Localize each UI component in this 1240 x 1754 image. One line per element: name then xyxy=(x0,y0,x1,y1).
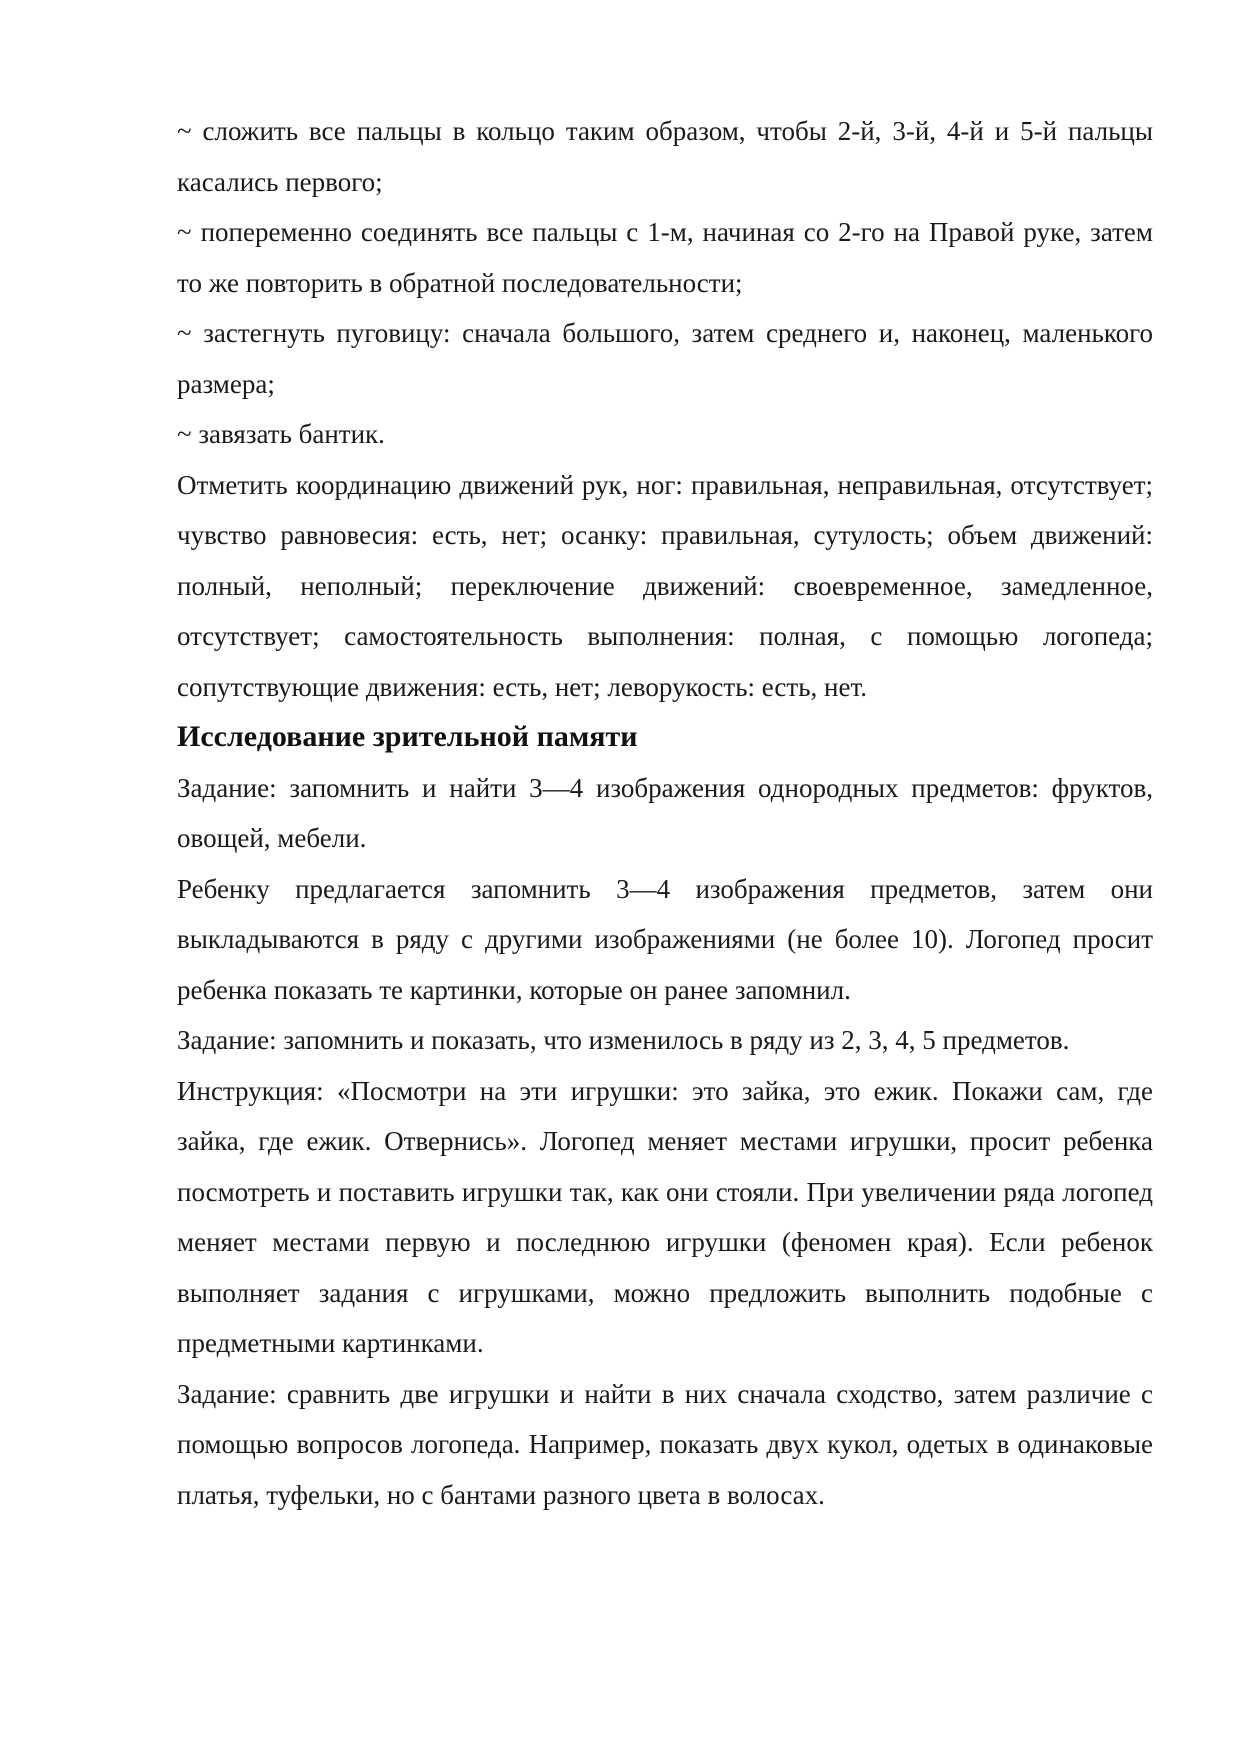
body-paragraph: Отметить координацию движений рук, ног: правильная, неправильная, отсутствует; чувство равновесия: есть, нет; осанку: правильная, сутулость; объем движений: полный, неполный; переключение движений: своевременное, замедленное, отсутствует; самостоятельность выполнения: полная, с помощью логопеда; сопутствующие движения: есть, нет; леворукость: есть, нет. xyxy=(177,469,1153,702)
list-item: ~ застегнуть пуговицу: сначала большого, затем среднего и, наконец, маленького размера; xyxy=(177,318,1153,399)
body-paragraph: Задание: сравнить две игрушки и найти в них сначала сходство, затем различие с помощью вопросов логопеда. Например, показать двух кукол, одетых в одинаковые платья, туфельки, но с бантами разного цвета в волосах. xyxy=(177,1378,1153,1510)
body-paragraph: Задание: запомнить и найти 3—4 изображения однородных предметов: фруктов, овощей, мебели. xyxy=(177,772,1153,853)
body-paragraph: Задание: запомнить и показать, что изменилось в ряду из 2, 3, 4, 5 предметов. xyxy=(177,1025,1070,1055)
document-page xyxy=(177,106,1153,1520)
body-paragraph: Ребенку предлагается запомнить 3—4 изображения предметов, затем они выкладываются в ряду с другими изображениями (не более 10). Логопед просит ребенка показать те картинки, которые он ранее запомнил. xyxy=(177,873,1153,1005)
section-heading: Исследование зрительной памяти xyxy=(177,720,638,753)
list-item: ~ попеременно соединять все пальцы с 1-м, начиная со 2-го на Правой руке, затем то же повторить в обратной последовательности; xyxy=(177,217,1153,298)
body-paragraph: Инструкция: «Посмотри на эти игрушки: это зайка, это ежик. Покажи сам, где зайка, где ежик. Отвернись». Логопед меняет местами игрушки, просит ребенка посмотреть и поставить игрушки так, как они стояли. При увеличении ряда логопед меняет местами первую и последнюю игрушки (феномен края). Если ребенок выполняет задания с игрушками, можно предложить выполнить подобные с предметными картинками. xyxy=(177,1075,1153,1358)
list-item: ~ сложить все пальцы в кольцо таким образом, чтобы 2-й, 3-й, 4-й и 5-й пальцы касались первого; xyxy=(177,116,1153,197)
list-item: ~ завязать бантик. xyxy=(177,419,385,449)
